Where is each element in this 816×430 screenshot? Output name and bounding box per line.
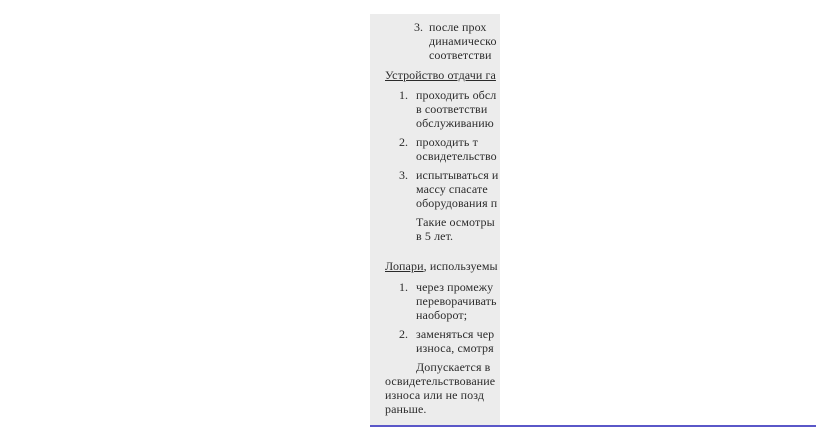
text-line: раньше. bbox=[385, 402, 427, 416]
heading-underlined: Устройство отдачи га bbox=[385, 68, 496, 82]
list-number: 2. bbox=[399, 327, 408, 341]
heading-rest: , используемы bbox=[423, 259, 498, 273]
text-line: в соответстви bbox=[416, 102, 488, 116]
text-line: освидетельство bbox=[416, 149, 497, 163]
text-line: после прох bbox=[429, 20, 487, 34]
document-page bbox=[370, 14, 500, 426]
heading-underlined: Лопари bbox=[385, 259, 424, 273]
text-line: освидетельствование bbox=[385, 374, 496, 388]
list-number: 3. bbox=[399, 168, 408, 182]
section-heading bbox=[385, 68, 496, 82]
text-line: оборудования п bbox=[416, 196, 498, 210]
text-line: износа, смотря bbox=[416, 341, 494, 355]
text-line: Такие осмотры bbox=[416, 215, 495, 229]
text-line: массу спасате bbox=[416, 182, 488, 196]
text-line: через промежу bbox=[416, 280, 494, 294]
text-line: динамическо bbox=[429, 34, 497, 48]
text-line: переворачивать bbox=[416, 294, 497, 308]
text-line: соответстви bbox=[429, 48, 492, 62]
text-line: обслуживанию bbox=[416, 116, 494, 130]
text-line: Допускается в bbox=[416, 360, 491, 374]
section-heading bbox=[385, 259, 498, 273]
list-number: 1. bbox=[399, 88, 408, 102]
page-divider-line bbox=[370, 425, 816, 427]
list-number: 2. bbox=[399, 135, 408, 149]
text-line: проходить т bbox=[416, 135, 478, 149]
text-line: заменяться чер bbox=[416, 327, 495, 341]
list-number: 3. bbox=[414, 20, 423, 34]
list-number: 1. bbox=[399, 280, 408, 294]
text-line: износа или не позд bbox=[385, 388, 485, 402]
text-line: в 5 лет. bbox=[416, 229, 454, 243]
text-line: испытываться и bbox=[416, 168, 499, 182]
text-line: проходить обсл bbox=[416, 88, 497, 102]
text-line: наоборот; bbox=[416, 308, 468, 322]
